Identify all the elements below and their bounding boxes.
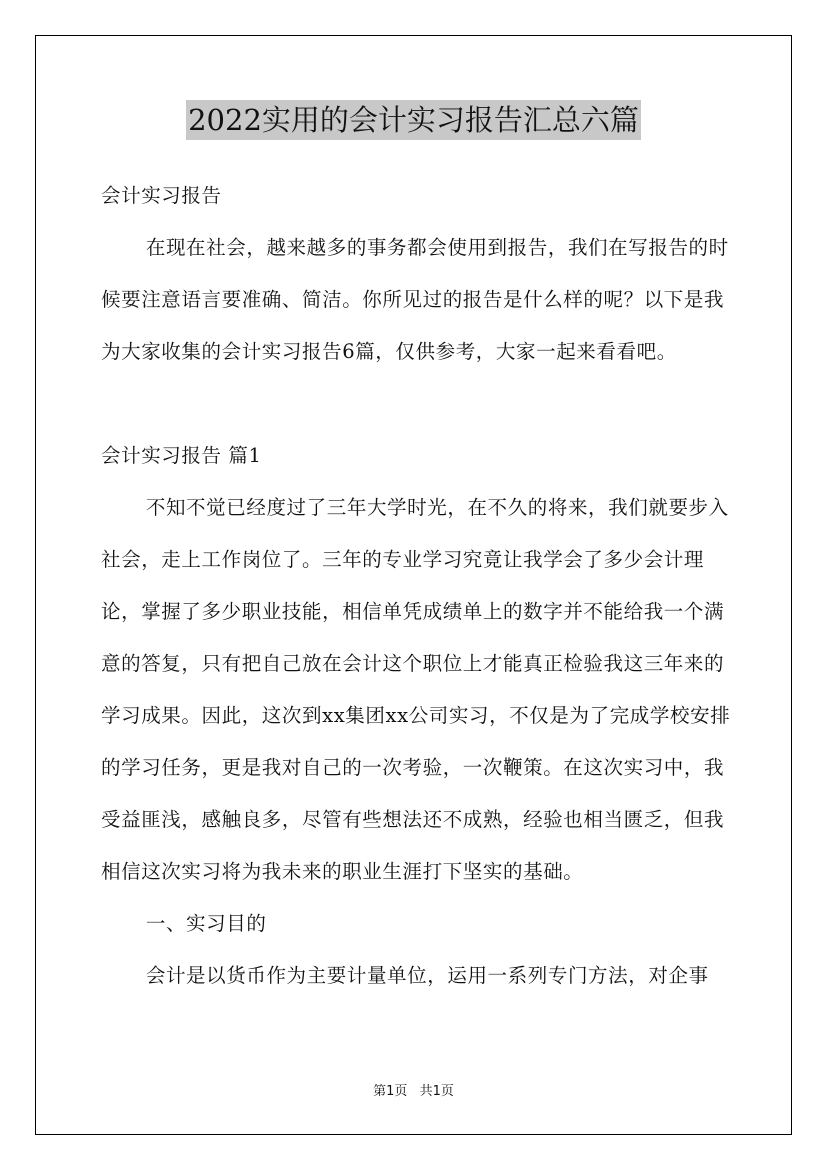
title-container — [0, 100, 827, 140]
document-body — [101, 170, 741, 1002]
page-total: 共1页 — [419, 1084, 454, 1099]
subsection-heading: 一、实习目的 — [145, 912, 267, 935]
page-footer — [0, 1082, 827, 1102]
blank-line — [101, 378, 741, 430]
body-paragraph: 会计是以货币作为主要计量单位，运用一系列专门方法，对企事 — [145, 964, 709, 987]
section-heading: 会计实习报告 篇1 — [101, 444, 262, 467]
page-number: 第1页 — [373, 1084, 408, 1099]
section-heading: 会计实习报告 — [101, 184, 222, 207]
document-title: 2022实用的会计实习报告汇总六篇 — [186, 100, 641, 140]
body-paragraph: 不知不觉已经度过了三年大学时光，在不久的将来，我们就要步入社会，走上工作岗位了。三年的专业学习究竟让我学会了多少会计理论，掌握了多少职业技能，相信单凭成绩单上的数字并不能给我一个满意的答复，只有把自己放在会计这个职位上才能真正检验我这三年来的学习成果。因此，这次到xx集团xx公司实习，不仅是为了完成学校安排的学习任务，更是我对自己的一次考验，一次鞭策。在这次实习中，我受益匪浅，感触良多，尽管有些想法还不成熟，经验也相当匮乏，但我相信这次实习将为我未来的职业生涯打下坚实的基础。 — [101, 496, 731, 883]
body-paragraph: 在现在社会，越来越多的事务都会使用到报告，我们在写报告的时候要注意语言要准确、简洁。你所见过的报告是什么样的呢？以下是我为大家收集的会计实习报告6篇，仅供参考，大家一起来看看吧。 — [101, 236, 729, 363]
